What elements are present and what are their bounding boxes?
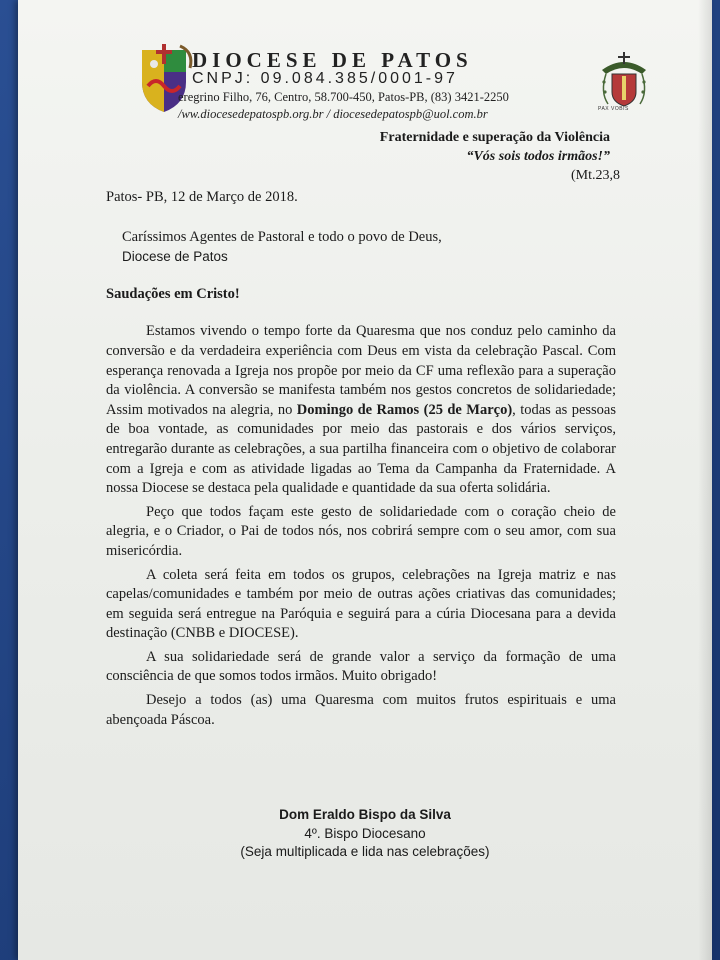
letter-date: Patos- PB, 12 de Março de 2018. (106, 189, 298, 205)
paragraph-1-text-cont: , todas as pessoas de boa vontade, as comunidades por meio das pastorais e dos vários serviços, entregarão durante as celebrações, a sua partilha financeira com o objetivo de colaborar com a Igreja e com as atividade ligadas ao Tema da Campanha da Fraternidade. A nossa Diocese se destaca pela qualidade e quantidade da sua oferta solidária. (106, 401, 616, 497)
campaign-theme (379, 128, 620, 185)
reading-note: (Seja multiplicada e lida nas celebrações) (240, 844, 490, 859)
postal-address: eregrino Filho, 76, Centro, 58.700-450, Patos-PB, (83) 3421-2250 (178, 90, 509, 104)
paragraph-1 (106, 322, 616, 498)
greeting: Saudações em Cristo! (106, 285, 240, 302)
bishop-coat-of-arms-icon (596, 52, 652, 112)
letterhead (18, 0, 712, 190)
paragraph-5: Desejo a todos (as) uma Quaresma com muitos frutos espirituais e uma abençoada Páscoa. (106, 692, 616, 728)
seal-motto: PAX VOBIS (598, 106, 629, 112)
addressee-line: Caríssimos Agentes de Pastoral e todo o povo de Deus, (122, 228, 442, 245)
paragraph-3: A coleta será feita em todos os grupos, celebrações na Igreja matriz e nas capelas/comunidades e também por meio de outras ações criativas das comunidades; em seguida será entregue na Paróquia e seguirá para a cúria Diocesana para a devida destinação (CNBB e DIOCESE). (106, 566, 616, 642)
paragraph-2: Peço que todos façam este gesto de solidariedade com o coração cheio de alegria, e o Criador, o Pai de todos nós, nos cobrirá sempre com o seu amor, com sua misericórdia. (106, 503, 616, 559)
theme-title: Fraternidade e superação da Violência (379, 130, 610, 145)
bible-reference: (Mt.23,8 (571, 168, 620, 183)
addressee-diocese: Diocese de Patos (122, 249, 228, 265)
signature-block (18, 806, 712, 862)
palm-sunday-date: Domingo de Ramos (25 de Março) (296, 401, 513, 418)
paragraph-4: A sua solidariedade será de grande valor a serviço da formação de uma consciência de que somos todos irmãos. Muito obrigado! (106, 648, 616, 685)
website-email: /ww.diocesedepatospb.org.br / diocesedepatospb@uol.com.br (178, 107, 488, 121)
signer-role: 4º. Bispo Diocesano (304, 825, 426, 841)
cnpj-number: CNPJ: 09.084.385/0001-97 (192, 70, 458, 87)
letter-body (106, 188, 616, 734)
addressee (122, 228, 616, 267)
theme-quote: “Vós sois todos irmãos!” (466, 149, 610, 164)
diocese-title: DIOCESE DE PATOS (192, 48, 473, 72)
letter-paper (18, 0, 712, 960)
signer-name: Dom Eraldo Bispo da Silva (279, 807, 451, 822)
paragraph-1-text: Estamos vivendo o tempo forte da Quaresma que nos conduz pelo caminho da conversão e da verdadeira experiência com Deus em vista da celebração Pascal. Com esperança renovada a Igreja nos propõe por meio da CF uma reflexão para a superação da violência. A conversão se manifesta também nos gestos concretos de solidariedade; Assim motivados na alegria, no (106, 323, 616, 418)
